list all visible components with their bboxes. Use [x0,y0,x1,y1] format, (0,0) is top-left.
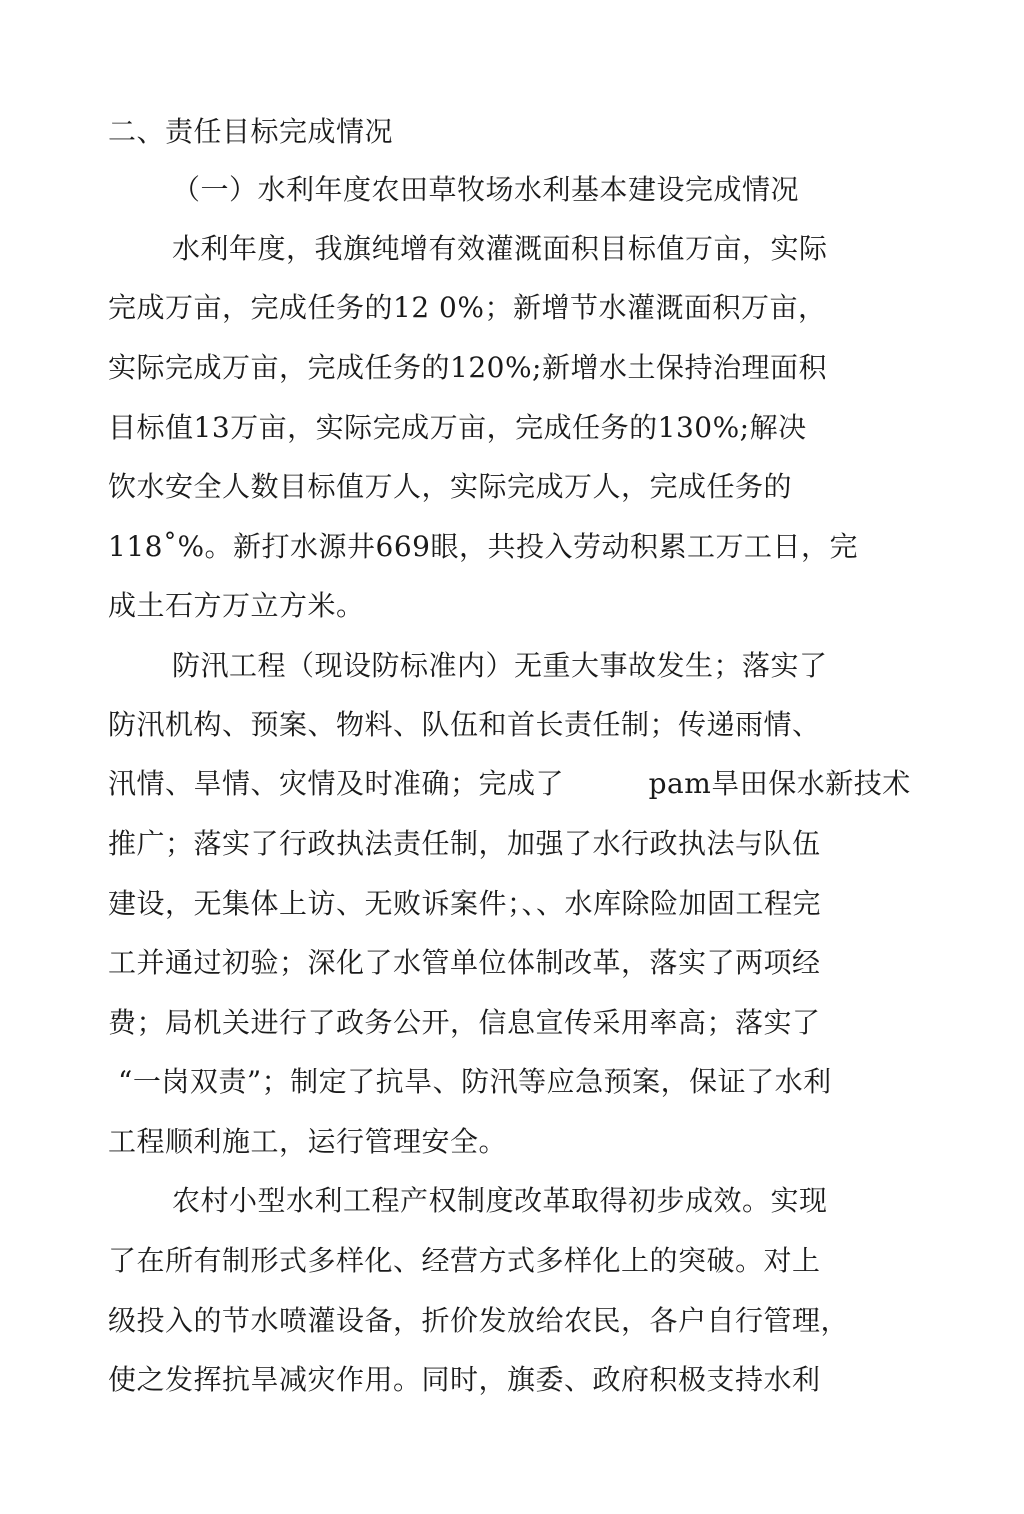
paragraph-line: 汛情、旱情、灾情及时准确；完成了 pam旱田保水新技术 [108,767,911,800]
section-heading: 二、责任目标完成情况 [108,115,394,148]
paragraph-line: 成土石方万立方米。 [108,589,365,622]
paragraph-line: 建设，无集体上访、无败诉案件；、、水库除险加固工程完 [108,887,822,920]
paragraph-line: 防汛机构、预案、物料、队伍和首长责任制；传递雨情、 [108,708,821,741]
paragraph-line: 使之发挥抗旱减灾作用。同时，旗委、政府积极支持水利 [108,1363,821,1396]
paragraph-line: 农村小型水利工程产权制度改革取得初步成效。实现 [172,1184,828,1217]
paragraph-line: 118˚%。新打水源井669眼，共投入劳动积累工万工日，完 [108,530,858,563]
paragraph-line: 工程顺利施工，运行管理安全。 [108,1125,508,1158]
paragraph-line: “一岗双责”；制定了抗旱、防汛等应急预案，保证了水利 [118,1065,832,1098]
paragraph-line: 了在所有制形式多样化、经营方式多样化上的突破。对上 [108,1244,821,1277]
paragraph-line: 水利年度，我旗纯增有效灌溉面积目标值万亩，实际 [172,232,828,265]
paragraph-line: 工并通过初验；深化了水管单位体制改革，落实了两项经 [108,946,821,979]
paragraph-line: 完成万亩，完成任务的12 0%；新增节水灌溉面积万亩， [108,291,827,324]
paragraph-line: 费；局机关进行了政务公开，信息宣传采用率高；落实了 [108,1006,821,1039]
paragraph-line: 推广；落实了行政执法责任制，加强了水行政执法与队伍 [108,827,821,860]
paragraph-line: 防汛工程（现设防标准内）无重大事故发生；落实了 [172,649,828,682]
paragraph-line: 饮水安全人数目标值万人，实际完成万人，完成任务的 [108,470,793,503]
paragraph-line: 目标值13万亩，实际完成万亩，完成任务的130%;解决 [108,411,807,444]
paragraph-line: 实际完成万亩，完成任务的120%;新增水土保持治理面积 [108,351,827,384]
subsection-heading: （一）水利年度农田草牧场水利基本建设完成情况 [172,173,800,206]
paragraph-line: 级投入的节水喷灌设备，折价发放给农民，各户自行管理， [108,1304,850,1337]
